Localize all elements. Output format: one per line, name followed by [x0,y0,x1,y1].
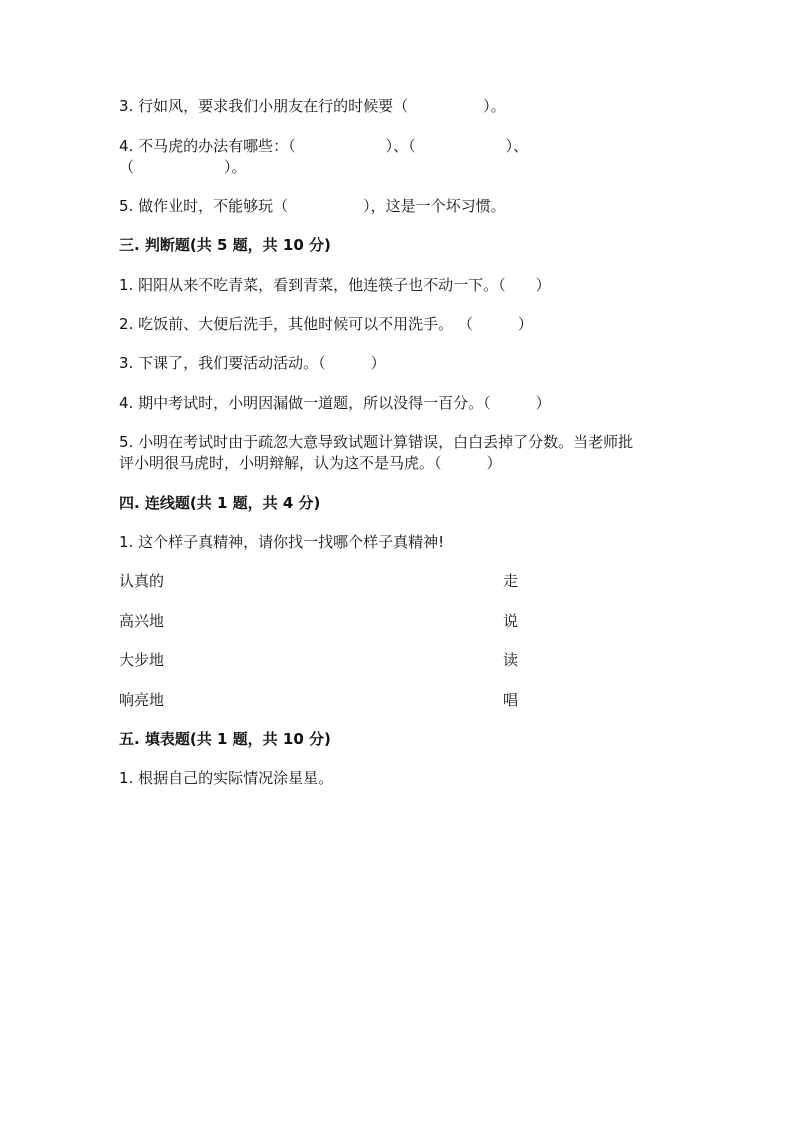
section-3-heading: 三. 判断题(共 5 题，共 10 分) [119,236,331,254]
matching-left-item: 大步地 [119,651,165,669]
section-5-heading: 五. 填表题(共 1 题，共 10 分) [119,730,331,748]
section-4-heading: 四. 连线题(共 1 题，共 4 分) [119,494,321,512]
matching-question-1: 1. 这个样子真精神，请你找一找哪个样子真精神! [119,533,445,551]
matching-right-item: 说 [503,612,519,630]
matching-left-item: 认真的 [119,572,165,590]
matching-left-item: 响亮地 [119,691,165,709]
fill-blank-question-4-line-2: （ ）。 [119,158,247,176]
matching-left-item: 高兴地 [119,612,165,630]
matching-right-item: 读 [503,651,519,669]
true-false-question-5-line-2: 评小明很马虎时，小明辩解，认为这不是马虎。（ ） [119,454,502,472]
matching-right-item: 唱 [503,691,519,709]
matching-right-item: 走 [503,572,519,590]
fill-blank-question-3: 3. 行如风，要求我们小朋友在行的时候要（ ）。 [119,97,506,115]
true-false-question-3: 3. 下课了，我们要活动活动。（ ） [119,354,386,372]
true-false-question-4: 4. 期中考试时，小明因漏做一道题，所以没得一百分。（ ） [119,394,551,412]
true-false-question-5-line-1: 5. 小明在考试时由于疏忽大意导致试题计算错误，白白丢掉了分数。当老师批 [119,433,634,451]
true-false-question-1: 1. 阳阳从来不吃青菜，看到青菜，他连筷子也不动一下。（ ） [119,276,551,294]
fill-blank-question-4-line-1: 4. 不马虎的办法有哪些：（ ）、（ ）、 [119,137,529,155]
fill-blank-question-5: 5. 做作业时，不能够玩（ ），这是一个坏习惯。 [119,197,506,215]
true-false-question-2: 2. 吃饭前、大便后洗手，其他时候可以不用洗手。 （ ） [119,315,533,333]
table-fill-question-1: 1. 根据自己的实际情况涂星星。 [119,769,334,787]
